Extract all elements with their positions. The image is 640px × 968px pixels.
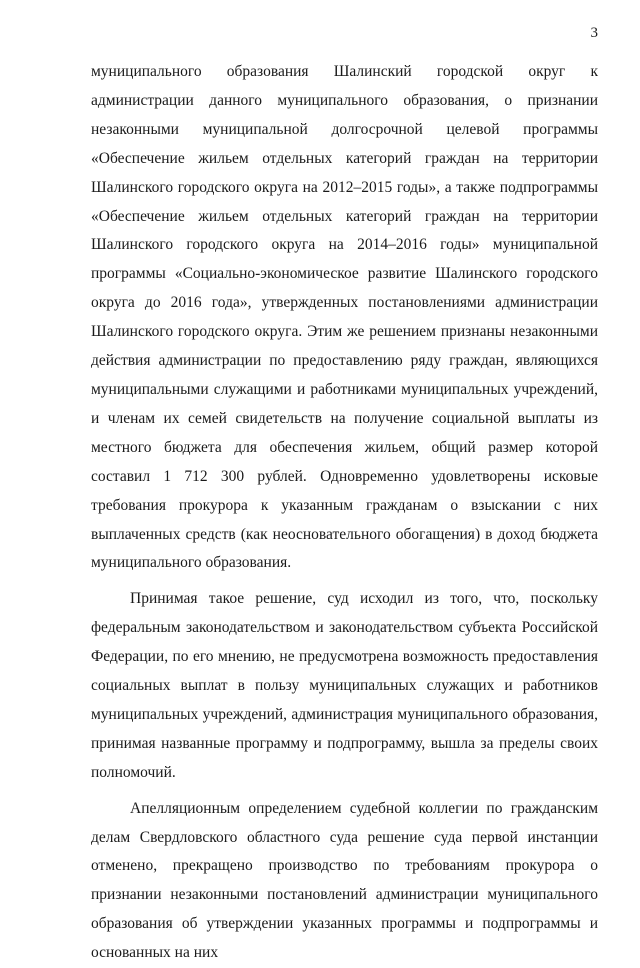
- document-body: [91, 58, 598, 968]
- paragraph-court-reasoning: Принимая такое решение, суд исходил из того, что, поскольку федеральным законодательством и законодательством субъекта Российской Федерации, по его мнению, не предусмотрена возможность предоставления социальных выплат в пользу муниципальных служащих и работников муниципальных учреждений, администрация муниципального образования, принимая названные программу и подпрограмму, вышла за пределы своих полномочий.: [91, 590, 598, 781]
- paragraph-appeal-ruling: Апелляционным определением судебной коллегии по гражданским делам Свердловского областного суда решение суда первой инстанции отменено, прекращено производство по требованиям прокурора о признании незаконными постановлений администрации муниципального образования об утверждении указанных программы и подпрограммы и основанных на них: [91, 799, 598, 962]
- paragraph-continuation: муниципального образования Шалинский городской округ к администрации данного муниципального образования, о признании незаконными муниципальной долгосрочной целевой программы «Обеспечение жильем отдельных категорий граждан на территории Шалинского городского округа на 2012–2015 годы», а также подпрограммы «Обеспечение жильем отдельных категорий граждан на территории Шалинского городского округа на 2014–2016 годы» муниципальной программы «Социально-экономическое развитие Шалинского городского округа до 2016 года», утвержденных постановлениями администрации Шалинского городского округа. Этим же решением признаны незаконными действия администрации по предоставлению ряду граждан, являющихся муниципальными служащими и работниками муниципальных учреждений, и членам их семей свидетельств на получение социальной выплаты из местного бюджета для обеспечения жильем, общий размер которой составил 1 712 300 рублей. Одновременно удовлетворены исковые требования прокурора к указанным гражданам о взыскании с них выплаченных средств (как неосновательного обогащения) в доход бюджета муниципального образования.: [91, 63, 598, 572]
- page-number: 3: [590, 25, 598, 41]
